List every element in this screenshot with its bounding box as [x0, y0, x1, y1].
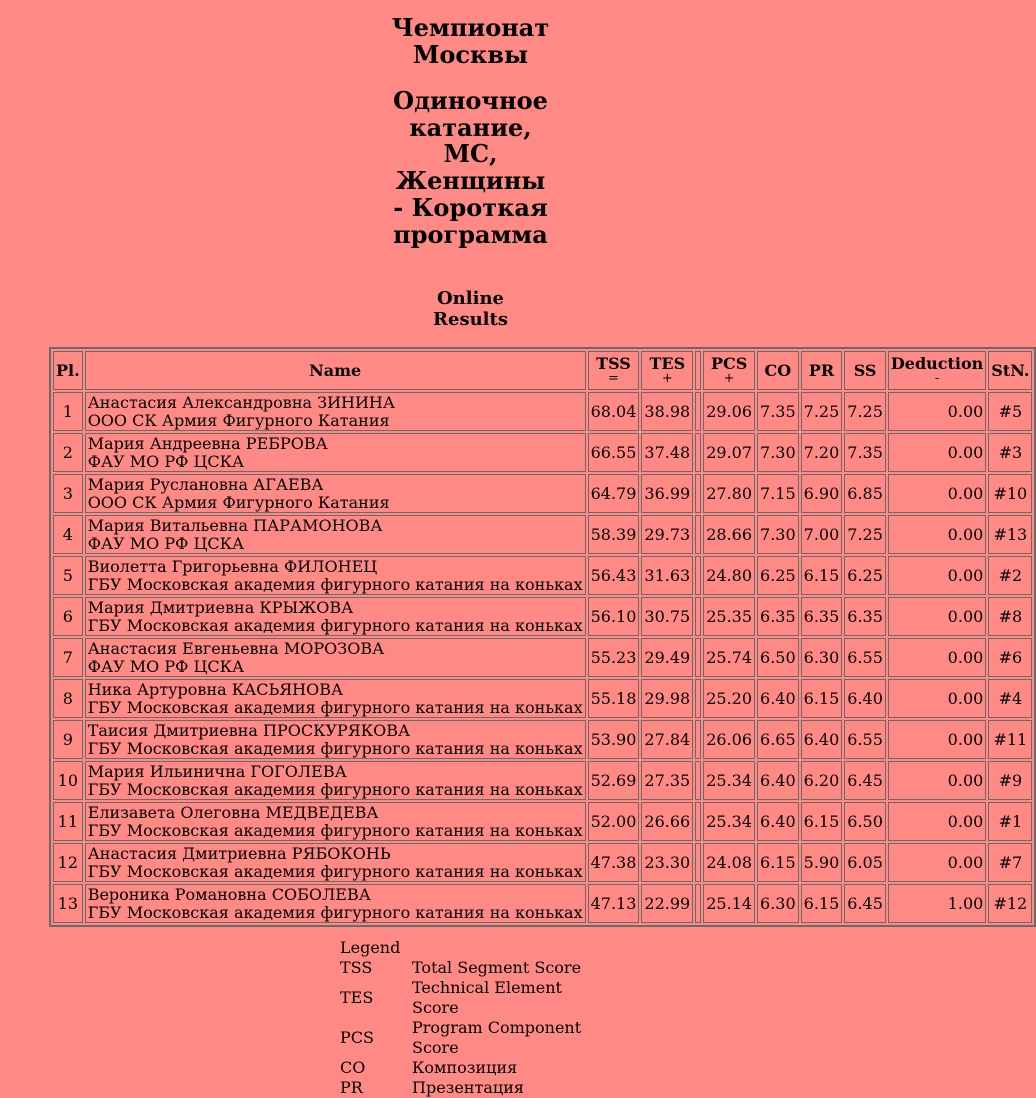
skater-name: Мария Витальевна ПАРАМОНОВА [87, 515, 383, 535]
gap-cell [695, 515, 701, 554]
name-cell [85, 884, 586, 923]
pcs-cell: 24.08 [703, 843, 755, 882]
stn-cell: #13 [988, 515, 1032, 554]
co-cell: 6.40 [757, 761, 799, 800]
gap-cell [695, 843, 701, 882]
results-table [49, 347, 1036, 927]
gap-cell [695, 392, 701, 431]
skater-name: Анастасия Дмитриевна РЯБОКОНЬ [87, 843, 391, 863]
event-subtitle: Одиночное катание, МС, Женщины - Короткая программа [393, 86, 548, 249]
gap-cell [695, 597, 701, 636]
deduction-cell: 0.00 [888, 392, 986, 431]
name-cell [85, 720, 586, 759]
deduction-cell: 0.00 [888, 515, 986, 554]
pcs-cell: 25.34 [703, 761, 755, 800]
co-cell: 6.40 [757, 802, 799, 841]
legend [340, 938, 602, 1098]
table-row [53, 761, 1032, 800]
pcs-cell: 25.74 [703, 638, 755, 677]
skater-club: ГБУ Московская академия фигурного катания на коньках [87, 861, 583, 881]
ss-cell: 6.85 [844, 474, 886, 513]
place-cell: 1 [53, 392, 83, 431]
tss-cell: 68.04 [588, 392, 640, 431]
co-cell: 7.30 [757, 433, 799, 472]
header-ss: SS [844, 351, 886, 390]
table-row [53, 843, 1032, 882]
co-cell: 7.15 [757, 474, 799, 513]
stn-cell: #3 [988, 433, 1032, 472]
co-cell: 6.30 [757, 884, 799, 923]
legend-desc: Technical Element Score [412, 978, 562, 1017]
stn-cell: #9 [988, 761, 1032, 800]
header-stn: StN. [988, 351, 1032, 390]
deduction-cell: 0.00 [888, 761, 986, 800]
table-header-row [53, 351, 1032, 390]
name-cell [85, 597, 586, 636]
gap-cell [695, 720, 701, 759]
header-pcs: PCS + [703, 351, 755, 390]
gap-cell [695, 433, 701, 472]
header-tes: TES + [641, 351, 693, 390]
tes-cell: 23.30 [641, 843, 693, 882]
tes-cell: 27.35 [641, 761, 693, 800]
place-cell: 5 [53, 556, 83, 595]
pcs-cell: 26.06 [703, 720, 755, 759]
gap-cell [695, 474, 701, 513]
header-deduction: Deduction - [888, 351, 986, 390]
co-cell: 7.30 [757, 515, 799, 554]
legend-abbr: CO [340, 1058, 366, 1077]
deduction-cell: 0.00 [888, 679, 986, 718]
legend-item [340, 1078, 602, 1098]
ss-cell: 7.35 [844, 433, 886, 472]
name-cell [85, 433, 586, 472]
table-row [53, 597, 1032, 636]
tes-cell: 37.48 [641, 433, 693, 472]
co-cell: 6.40 [757, 679, 799, 718]
place-cell: 7 [53, 638, 83, 677]
co-cell: 6.15 [757, 843, 799, 882]
stn-cell: #11 [988, 720, 1032, 759]
legend-table [340, 958, 602, 1098]
pcs-cell: 28.66 [703, 515, 755, 554]
stn-cell: #10 [988, 474, 1032, 513]
stn-cell: #2 [988, 556, 1032, 595]
table-row [53, 802, 1032, 841]
tes-cell: 29.73 [641, 515, 693, 554]
skater-name: Анастасия Евгеньевна МОРОЗОВА [87, 638, 385, 658]
pcs-cell: 24.80 [703, 556, 755, 595]
table-row [53, 515, 1032, 554]
legend-desc: Композиция [412, 1058, 518, 1077]
tss-cell: 56.10 [588, 597, 640, 636]
skater-name: Анастасия Александровна ЗИНИНА [87, 392, 395, 412]
name-cell [85, 679, 586, 718]
name-cell [85, 515, 586, 554]
pr-cell: 7.20 [801, 433, 843, 472]
place-cell: 12 [53, 843, 83, 882]
skater-name: Елизавета Олеговна МЕДВЕДЕВА [87, 802, 379, 822]
pr-cell: 6.15 [801, 884, 843, 923]
tss-cell: 55.18 [588, 679, 640, 718]
table-row [53, 720, 1032, 759]
skater-name: Ника Артуровна КАСЬЯНОВА [87, 679, 344, 699]
skater-club: ФАУ МО РФ ЦСКА [87, 656, 245, 676]
deduction-cell: 0.00 [888, 433, 986, 472]
skater-club: ФАУ МО РФ ЦСКА [87, 451, 245, 471]
skater-club: ООО СК Армия Фигурного Катания [87, 410, 390, 430]
place-cell: 11 [53, 802, 83, 841]
tes-cell: 27.84 [641, 720, 693, 759]
deduction-cell: 0.00 [888, 843, 986, 882]
legend-item [340, 958, 602, 978]
stn-cell: #5 [988, 392, 1032, 431]
header-pl: Pl. [53, 351, 83, 390]
tes-cell: 29.98 [641, 679, 693, 718]
legend-abbr: TES [340, 988, 374, 1007]
stn-cell: #6 [988, 638, 1032, 677]
tss-cell: 66.55 [588, 433, 640, 472]
pr-cell: 5.90 [801, 843, 843, 882]
ss-cell: 6.05 [844, 843, 886, 882]
skater-name: Вероника Романовна СОБОЛЕВА [87, 884, 371, 904]
pr-cell: 6.35 [801, 597, 843, 636]
tes-cell: 31.63 [641, 556, 693, 595]
skater-club: ГБУ Московская академия фигурного катания на коньках [87, 738, 583, 758]
skater-club: ГБУ Московская академия фигурного катания на коньках [87, 574, 583, 594]
deduction-cell: 0.00 [888, 638, 986, 677]
place-cell: 2 [53, 433, 83, 472]
pcs-cell: 29.07 [703, 433, 755, 472]
deduction-cell: 0.00 [888, 720, 986, 759]
co-cell: 6.35 [757, 597, 799, 636]
co-cell: 6.50 [757, 638, 799, 677]
name-cell [85, 392, 586, 431]
pr-cell: 7.00 [801, 515, 843, 554]
tes-cell: 38.98 [641, 392, 693, 431]
page-title: Чемпионат Москвы [391, 13, 550, 69]
pr-cell: 6.90 [801, 474, 843, 513]
name-cell [85, 556, 586, 595]
tss-cell: 52.69 [588, 761, 640, 800]
pcs-cell: 27.80 [703, 474, 755, 513]
skater-club: ГБУ Московская академия фигурного катания на коньках [87, 779, 583, 799]
name-cell [85, 761, 586, 800]
gap-cell [695, 761, 701, 800]
ss-cell: 6.55 [844, 638, 886, 677]
legend-item [340, 1058, 602, 1078]
header-name: Name [85, 351, 586, 390]
ss-cell: 6.45 [844, 761, 886, 800]
place-cell: 8 [53, 679, 83, 718]
ss-cell: 7.25 [844, 515, 886, 554]
pcs-cell: 29.06 [703, 392, 755, 431]
tss-cell: 55.23 [588, 638, 640, 677]
table-row [53, 474, 1032, 513]
co-cell: 6.65 [757, 720, 799, 759]
pcs-cell: 25.34 [703, 802, 755, 841]
place-cell: 4 [53, 515, 83, 554]
name-cell [85, 843, 586, 882]
place-cell: 3 [53, 474, 83, 513]
co-cell: 7.35 [757, 392, 799, 431]
skater-club: ФАУ МО РФ ЦСКА [87, 533, 245, 553]
table-row [53, 638, 1032, 677]
tes-cell: 22.99 [641, 884, 693, 923]
tss-cell: 47.13 [588, 884, 640, 923]
table-row [53, 433, 1032, 472]
header-tss: TSS = [588, 351, 640, 390]
place-cell: 9 [53, 720, 83, 759]
ss-cell: 6.55 [844, 720, 886, 759]
tss-cell: 64.79 [588, 474, 640, 513]
place-cell: 6 [53, 597, 83, 636]
pcs-cell: 25.20 [703, 679, 755, 718]
table-row [53, 679, 1032, 718]
header-co: CO [757, 351, 799, 390]
skater-club: ГБУ Московская академия фигурного катания на коньках [87, 615, 583, 635]
legend-item [340, 1018, 602, 1058]
deduction-cell: 1.00 [888, 884, 986, 923]
ss-cell: 6.40 [844, 679, 886, 718]
pr-cell: 6.40 [801, 720, 843, 759]
legend-item [340, 978, 602, 1018]
ss-cell: 7.25 [844, 392, 886, 431]
pr-cell: 7.25 [801, 392, 843, 431]
name-cell [85, 638, 586, 677]
deduction-cell: 0.00 [888, 556, 986, 595]
gap-cell [695, 638, 701, 677]
results-status: Online Results [433, 288, 508, 330]
skater-name: Мария Ильинична ГОГОЛЕВА [87, 761, 347, 781]
ss-cell: 6.45 [844, 884, 886, 923]
name-cell [85, 802, 586, 841]
tes-cell: 29.49 [641, 638, 693, 677]
table-row [53, 556, 1032, 595]
gap-cell [695, 884, 701, 923]
deduction-cell: 0.00 [888, 597, 986, 636]
tss-cell: 56.43 [588, 556, 640, 595]
skater-name: Таисия Дмитриевна ПРОСКУРЯКОВА [87, 720, 411, 740]
tss-cell: 47.38 [588, 843, 640, 882]
pcs-cell: 25.14 [703, 884, 755, 923]
pr-cell: 6.15 [801, 556, 843, 595]
skater-club: ГБУ Московская академия фигурного катания на коньках [87, 820, 583, 840]
stn-cell: #8 [988, 597, 1032, 636]
ss-cell: 6.25 [844, 556, 886, 595]
header-pr: PR [801, 351, 843, 390]
ss-cell: 6.50 [844, 802, 886, 841]
tss-cell: 52.00 [588, 802, 640, 841]
stn-cell: #12 [988, 884, 1032, 923]
stn-cell: #1 [988, 802, 1032, 841]
skater-name: Виолетта Григорьевна ФИЛОНЕЦ [87, 556, 378, 576]
skater-name: Мария Андреевна РЕБРОВА [87, 433, 328, 453]
gap-cell [695, 802, 701, 841]
deduction-cell: 0.00 [888, 474, 986, 513]
tss-cell: 53.90 [588, 720, 640, 759]
legend-abbr: PCS [340, 1028, 374, 1047]
tes-cell: 30.75 [641, 597, 693, 636]
ss-cell: 6.35 [844, 597, 886, 636]
stn-cell: #7 [988, 843, 1032, 882]
tss-cell: 58.39 [588, 515, 640, 554]
gap-cell [695, 679, 701, 718]
place-cell: 13 [53, 884, 83, 923]
pr-cell: 6.15 [801, 802, 843, 841]
stn-cell: #4 [988, 679, 1032, 718]
skater-club: ГБУ Московская академия фигурного катания на коньках [87, 902, 583, 922]
gap-cell [695, 556, 701, 595]
legend-desc: Презентация [412, 1078, 524, 1097]
place-cell: 10 [53, 761, 83, 800]
legend-title: Legend [340, 938, 401, 957]
skater-name: Мария Руслановна АГАЕВА [87, 474, 324, 494]
skater-name: Мария Дмитриевна КРЫЖОВА [87, 597, 354, 617]
table-row [53, 392, 1032, 431]
skater-club: ООО СК Армия Фигурного Катания [87, 492, 390, 512]
pr-cell: 6.15 [801, 679, 843, 718]
legend-desc: Total Segment Score [412, 958, 582, 977]
skater-club: ГБУ Московская академия фигурного катания на коньках [87, 697, 583, 717]
name-cell [85, 474, 586, 513]
header-gap [695, 351, 701, 390]
pr-cell: 6.20 [801, 761, 843, 800]
co-cell: 6.25 [757, 556, 799, 595]
tes-cell: 26.66 [641, 802, 693, 841]
deduction-cell: 0.00 [888, 802, 986, 841]
pcs-cell: 25.35 [703, 597, 755, 636]
table-row [53, 884, 1032, 923]
tes-cell: 36.99 [641, 474, 693, 513]
legend-abbr: PR [340, 1078, 363, 1097]
legend-desc: Program Component Score [412, 1018, 582, 1057]
pr-cell: 6.30 [801, 638, 843, 677]
legend-abbr: TSS [340, 958, 373, 977]
